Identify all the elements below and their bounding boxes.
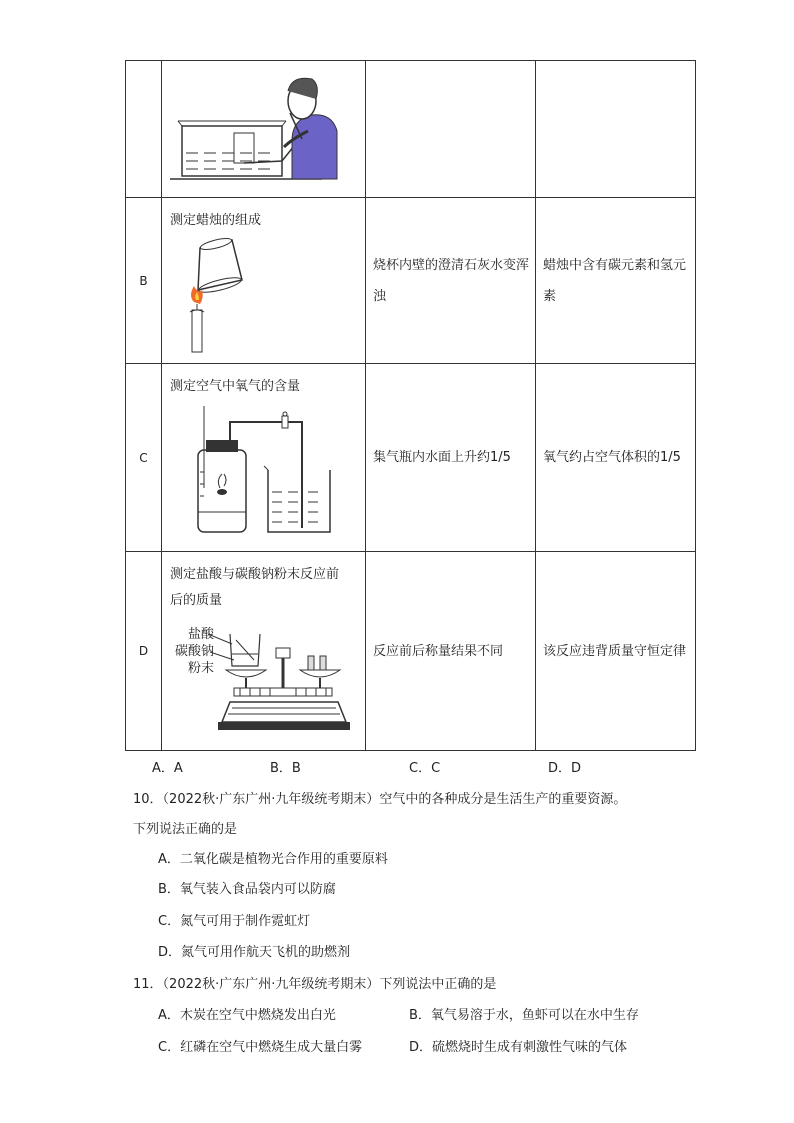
experiment-title: 测定空气中氧气的含量 (170, 379, 301, 394)
row-label: D (126, 552, 162, 751)
experiment-title: 测定蜡烛的组成 (170, 213, 262, 228)
conclusion-cell: 氧气约占空气体积的1/5 (536, 364, 696, 552)
phenomenon-cell: 反应前后称量结果不同 (366, 552, 536, 751)
label-acid: 盐酸 (187, 627, 214, 642)
q11-option-c[interactable]: C．红磷在空气中燃烧生成大量白雾 (158, 1040, 363, 1055)
oxygen-measurement-figure (170, 400, 360, 540)
q10-option-d[interactable]: D．氮气可用作航天飞机的助燃剂 (158, 945, 351, 960)
option-c[interactable]: C．C (409, 761, 441, 776)
q10-option-b[interactable]: B．氧气装入食品袋内可以防腐 (158, 882, 336, 897)
q11-number: 11． (133, 977, 163, 992)
q11-option-b[interactable]: B．氧气易溶于水，鱼虾可以在水中生存 (409, 1008, 639, 1023)
conclusion-cell: 蜡烛中含有碳元素和氢元素 (536, 198, 696, 364)
experiment-title: 测定盐酸与碳酸钠粉末反应前后的质量 (170, 567, 340, 608)
phenomenon-cell (366, 61, 536, 198)
phenomenon-cell: 集气瓶内水面上升约1/5 (366, 364, 536, 552)
experiment-table (125, 60, 696, 751)
option-b[interactable]: B．B (270, 761, 301, 776)
q11-option-a[interactable]: A．木炭在空气中燃烧发出白光 (158, 1008, 336, 1023)
table-row (126, 61, 696, 198)
q10-stem-line2: 下列说法正确的是 (133, 822, 238, 837)
figure-cell (162, 61, 366, 198)
row-label: B (126, 198, 162, 364)
q10-option-c[interactable]: C．氮气可用于制作霓虹灯 (158, 914, 311, 929)
q10-number: 10． (133, 792, 163, 807)
q10-stem: 空气中的各种成分是生活生产的重要资源。 (379, 792, 627, 807)
balance-figure-wrap (170, 626, 359, 746)
conclusion-cell (536, 61, 696, 198)
table-row (126, 364, 696, 552)
row-label (126, 61, 162, 198)
conclusion-cell: 该反应违背质量守恒定律 (536, 552, 696, 751)
row-label: C (126, 364, 162, 552)
experiment-cell (162, 552, 366, 751)
balance-figure (170, 626, 360, 746)
label-powder: 粉末 (187, 661, 214, 676)
q10-stem-line1 (133, 791, 626, 809)
q9-options (152, 757, 712, 775)
option-d[interactable]: D．D (548, 761, 582, 776)
breathing-experiment-figure (162, 61, 365, 197)
table-row (126, 552, 696, 751)
q11-source: （2022秋·广东广州·九年级统考期末） (162, 977, 380, 992)
table-row (126, 198, 696, 364)
experiment-cell (162, 364, 366, 552)
q10-option-a[interactable]: A．二氧化碳是植物光合作用的重要原料 (158, 852, 388, 867)
experiment-cell (162, 198, 366, 364)
option-a[interactable]: A．A (152, 761, 183, 776)
q11-stem (133, 976, 496, 994)
candle-beaker-figure (170, 234, 270, 354)
q11-stem-text: 下列说法中正确的是 (379, 977, 497, 992)
q10-source: （2022秋·广东广州·九年级统考期末） (162, 792, 380, 807)
phenomenon-cell: 烧杯内壁的澄清石灰水变浑浊 (366, 198, 536, 364)
label-carbonate: 碳酸钠 (174, 644, 214, 659)
q11-option-d[interactable]: D．硫燃烧时生成有刺激性气味的气体 (409, 1040, 628, 1055)
